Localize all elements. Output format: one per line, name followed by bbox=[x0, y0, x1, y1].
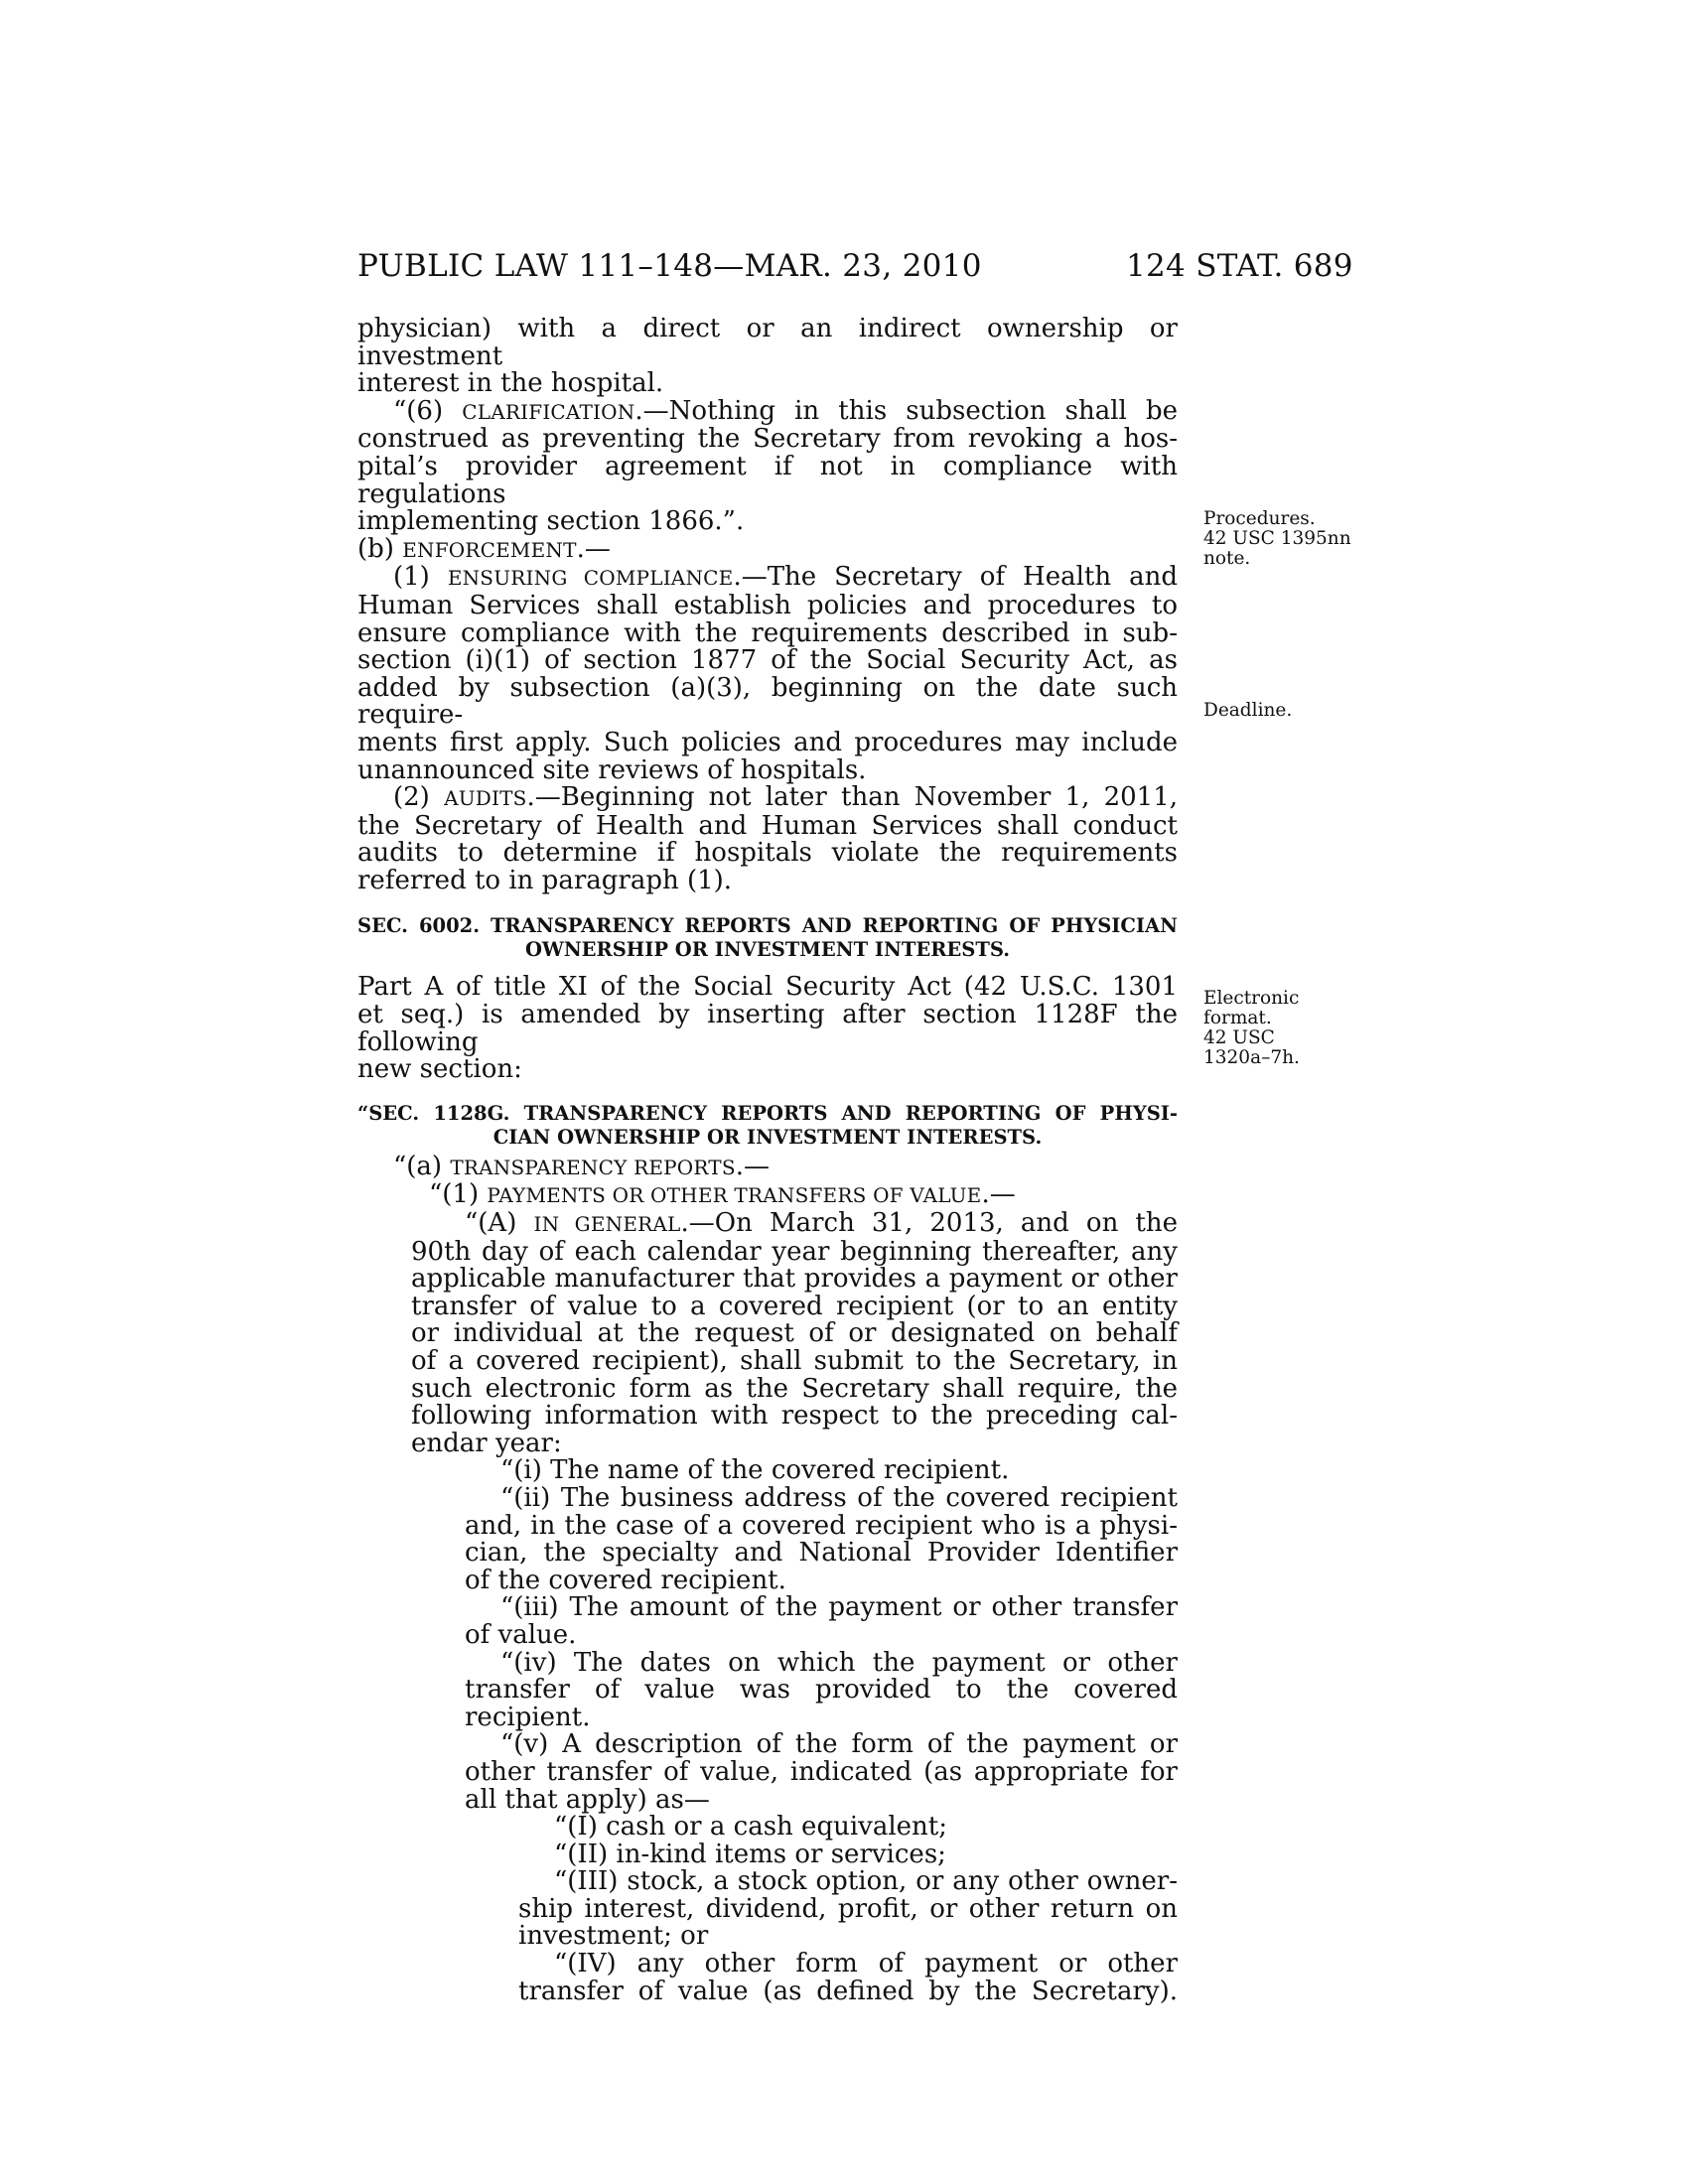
margin-note-line: Electronic bbox=[1203, 988, 1300, 1009]
margin-note-procedures bbox=[1203, 509, 1352, 569]
running-header-title: PUBLIC LAW 111–148—MAR. 23, 2010 bbox=[357, 248, 982, 284]
margin-note-electronic-format bbox=[1203, 989, 1352, 1068]
paragraph-continuation: physician) with a direct or an indirect ownership or investment interest in the hospital. bbox=[357, 314, 1178, 399]
clause-ii: “(ii) The business address of the covered recipient and, in the case of a covered recipient who is a physi- cian, the specialty and National Provider Identifier of the covered recipient. bbox=[465, 1482, 1178, 1595]
margin-note-line: 1320a–7h. bbox=[1203, 1047, 1300, 1068]
margin-note-line: Procedures. bbox=[1203, 508, 1316, 529]
subclause-III: “(III) stock, a stock option, or any other owner- ship interest, dividend, profit, or other return on investment; or bbox=[518, 1866, 1178, 1952]
margin-note-line: Deadline. bbox=[1203, 700, 1293, 721]
paragraph-b2-audits: (2) AUDITS.—Beginning not later than November 1, 2011, the Secretary of Health and Human Services shall conduct audits to determine if hospitals violate the requirements referred to in paragraph (1). bbox=[357, 782, 1179, 895]
paragraph-a1-heading: “(1) PAYMENTS OR OTHER TRANSFERS OF VALUE.— bbox=[429, 1179, 1016, 1210]
amendment-intro: Part A of title XI of the Social Security Act (42 U.S.C. 1301 et seq.) is amended by inserting after section 1128F the following new section: bbox=[357, 972, 1178, 1085]
section-1128g-heading: “SEC. 1128G. TRANSPARENCY REPORTS AND REPORTING OF PHYSI- CIAN OWNERSHIP OR INVESTMENT INTERESTS. bbox=[357, 1101, 1178, 1149]
subsection-a-heading: “(a) TRANSPARENCY REPORTS.— bbox=[393, 1151, 771, 1181]
clause-v: “(v) A description of the form of the payment or other transfer of value, indicated (as appropriate for all that apply) as— bbox=[465, 1729, 1178, 1815]
subclause-IV: “(IV) any other form of payment or other transfer of value (as defined by the Secretary). bbox=[518, 1949, 1178, 2006]
clause-i: “(i) The name of the covered recipient. bbox=[500, 1455, 1010, 1486]
clauses-list bbox=[465, 1457, 1178, 2005]
subsection-b-heading: (b) ENFORCEMENT.— bbox=[357, 533, 611, 564]
section-6002-heading: SEC. 6002. TRANSPARENCY REPORTS AND REPORTING OF PHYSICIAN OWNERSHIP OR INVESTMENT INTERESTS. bbox=[357, 914, 1178, 962]
margin-note-line: format. bbox=[1203, 1008, 1272, 1028]
margin-note-deadline bbox=[1203, 701, 1352, 721]
clause-iv: “(iv) The dates on which the payment or other transfer of value was provided to the covered recipient. bbox=[465, 1647, 1178, 1732]
subclauses-list bbox=[518, 1814, 1178, 2005]
subparagraph-A-in-general: “(A) IN GENERAL.—On March 31, 2013, and on the 90th day of each calendar year beginning thereafter, any applicable manufacturer that provides a payment or other transfer of value to a covered recipient (or to an entity or individual at the request of or designated on behalf of a covered recipient), shall submit to the Secretary, in such electronic form as the Secretary shall require, the following information with respect to the preceding cal- endar year: bbox=[411, 1208, 1179, 1458]
paragraph-b1-ensuring-compliance: (1) ENSURING COMPLIANCE.—The Secretary of Health and Human Services shall establish policies and procedures to ensure compliance with the requirements described in sub- section (i)(1) of section 1877 of the Social Security Act, as added by subsection (a)(3), beginning on the date such require- ments first apply. Such policies and procedures may include unannounced site reviews of hospitals. bbox=[357, 562, 1178, 785]
margin-note-line: note. bbox=[1203, 548, 1251, 569]
document-body bbox=[357, 316, 1178, 2005]
clause-iii: “(iii) The amount of the payment or other transfer of value. bbox=[465, 1592, 1178, 1650]
clarification-heading: CLARIFICATION bbox=[462, 399, 635, 424]
subclause-II: “(II) in-kind items or services; bbox=[554, 1839, 946, 1869]
paragraph-6-clarification: “(6) CLARIFICATION.—Nothing in this subsection shall be construed as preventing the Secretary from revoking a hos- pital’s provider agreement if not in compliance with regulations implementing section 1866.”. bbox=[357, 395, 1178, 537]
margin-note-line: 42 USC 1395nn bbox=[1203, 528, 1351, 549]
page-citation: 124 STAT. 689 bbox=[1126, 248, 1353, 284]
margin-note-line: 42 USC bbox=[1203, 1027, 1275, 1048]
subclause-I: “(I) cash or a cash equivalent; bbox=[554, 1812, 947, 1843]
